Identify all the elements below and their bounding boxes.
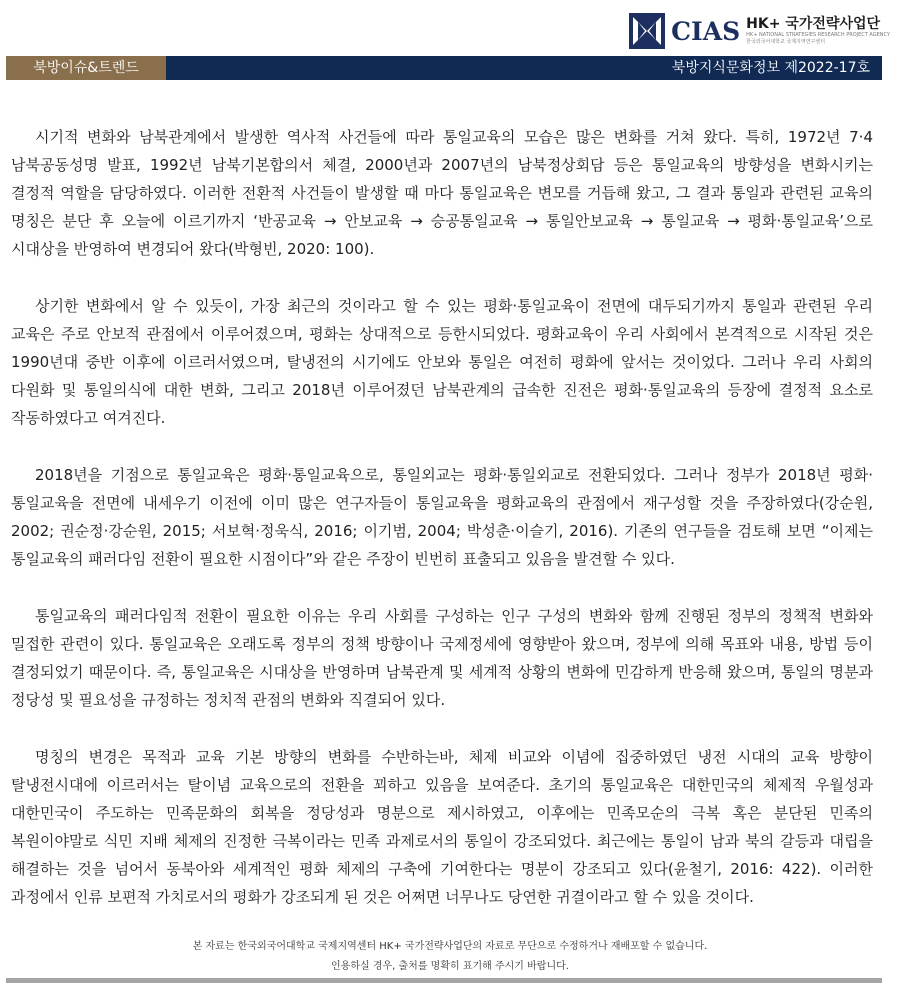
- logo-text-block: [746, 16, 890, 46]
- cias-emblem-icon: [629, 13, 665, 49]
- paragraph-2: 상기한 변화에서 알 수 있듯이, 가장 최근의 것이라고 할 수 있는 평화·통일교육이 전면에 대두되기까지 통일과 관련된 우리 교육은 주로 안보적 관점에서 이루어졌으며, 평화는 상대적으로 등한시되었다. 평화교육이 우리 사회에서 본격적으로 시작된 것은 1990년대 중반 이후에 이르러서였으며, 탈냉전의 시기에도 안보와 통일은 여전히 평화에 앞서는 것이었다. 그러나 우리 사회의 다원화 및 통일의식에 대한 변화, 그리고 2018년 이루어졌던 남북관계의 급속한 진전은 평화·통일교육의 등장에 결정적 요소로 작동하였다고 여겨진다.: [11, 297, 873, 427]
- article-body: [11, 123, 873, 911]
- issue-label: 북방지식문화정보 제2022-17호: [671, 60, 870, 76]
- paragraph-1: 시기적 변화와 남북관계에서 발생한 역사적 사건들에 따라 통일교육의 모습은 많은 변화를 거쳐 왔다. 특히, 1972년 7·4 남북공동성명 발표, 1992년 남북기본합의서 체결, 2000년과 2007년의 남북정상회담 등은 통일교육의 방향성을 변화시키는 결정적 역할을 담당하였다. 이러한 전환적 사건들이 발생할 때 마다 통일교육은 변모를 거듭해 왔고, 그 결과 통일과 관련된 교육의 명칭은 분단 후 오늘에 이르기까지 ‘반공교육 → 안보교육 → 승공통일교육 → 통일안보교육 → 통일교육 → 평화·통일교육’으로 시대상을 반영하여 변경되어 왔다(박형빈, 2020: 100).: [11, 128, 873, 258]
- logo-subtitle-en: HK+ NATIONAL STRATEGIES RESEARCH PROJECT AGENCY: [746, 32, 890, 38]
- logo-title: HK+ 국가전략사업단: [746, 16, 881, 32]
- footer-line-1: 본 자료는 한국외국어대학교 국제지역센터 HK+ 국가전략사업단의 자료로 무단으로 수정하거나 재배포할 수 없습니다.: [192, 941, 708, 952]
- paragraph-4: 통일교육의 패러다임적 전환이 필요한 이유는 우리 사회를 구성하는 인구 구성의 변화와 함께 진행된 정부의 정책적 변화와 밀접한 관련이 있다. 통일교육은 오래도록 정부의 정책 방향이나 국제정세에 영향받아 왔으며, 정부에 의해 목표와 내용, 방법 등이 결정되었기 때문이다. 즉, 통일교육은 시대상을 반영하며 남북관계 및 세계적 상황의 변화에 민감하게 반응해 왔으며, 통일의 명분과 정당성 및 필요성을 규정하는 정치적 관점의 변화와 직결되어 있다.: [11, 607, 873, 709]
- logo-cias-text: CIAS: [671, 16, 741, 46]
- header-bar: [6, 56, 882, 80]
- logo-subtitle-ko: 한국외국어대학교 국제지역연구센터: [746, 39, 826, 45]
- footer-notice: [0, 937, 900, 977]
- section-tab: 북방이슈&트렌드: [6, 56, 166, 80]
- footer-line-2: 인용하실 경우, 출처를 명확히 표기해 주시기 바랍니다.: [331, 961, 569, 972]
- paragraph-3: 2018년을 기점으로 통일교육은 평화·통일교육으로, 통일외교는 평화·통일외교로 전환되었다. 그러나 정부가 2018년 평화·통일교육을 전면에 내세우기 이전에 이미 많은 연구자들이 통일교육을 평화교육의 관점에서 재구성할 것을 주장하였다(강순원, 2002; 권순정·강순원, 2015; 서보혁·정욱식, 2016; 이기범, 2004; 박성춘·이슬기, 2016). 기존의 연구들을 검토해 보면 “이제는 통일교육의 패러다임 전환이 필요한 시점이다”와 같은 주장이 빈번히 표출되고 있음을 발견할 수 있다.: [11, 466, 873, 568]
- bottom-rule: [6, 978, 882, 983]
- paragraph-5: 명칭의 변경은 목적과 교육 기본 방향의 변화를 수반하는바, 체제 비교와 이념에 집중하였던 냉전 시대의 교육 방향이 탈냉전시대에 이르러서는 탈이념 교육으로의 전환을 꾀하고 있음을 보여준다. 초기의 통일교육은 대한민국의 체제적 우월성과 대한민국이 주도하는 민족문화의 회복을 정당성과 명분으로 제시하였고, 이후에는 민족모순의 극복 혹은 분단된 민족의 복원이야말로 식민 지배 체제의 진정한 극복이라는 민족 과제로서의 통일이 강조되었다. 최근에는 통일이 남과 북의 갈등과 대립을 해결하는 것을 넘어서 동북아와 세계적인 평화 체제의 구축에 기여한다는 명분이 강조되고 있다(윤철기, 2016: 422). 이러한 과정에서 인류 보편적 가치로서의 평화가 강조되게 된 것은 어쩌면 너무나도 당연한 귀결이라고 할 수 있을 것이다.: [11, 748, 873, 906]
- cias-logo: [629, 10, 890, 52]
